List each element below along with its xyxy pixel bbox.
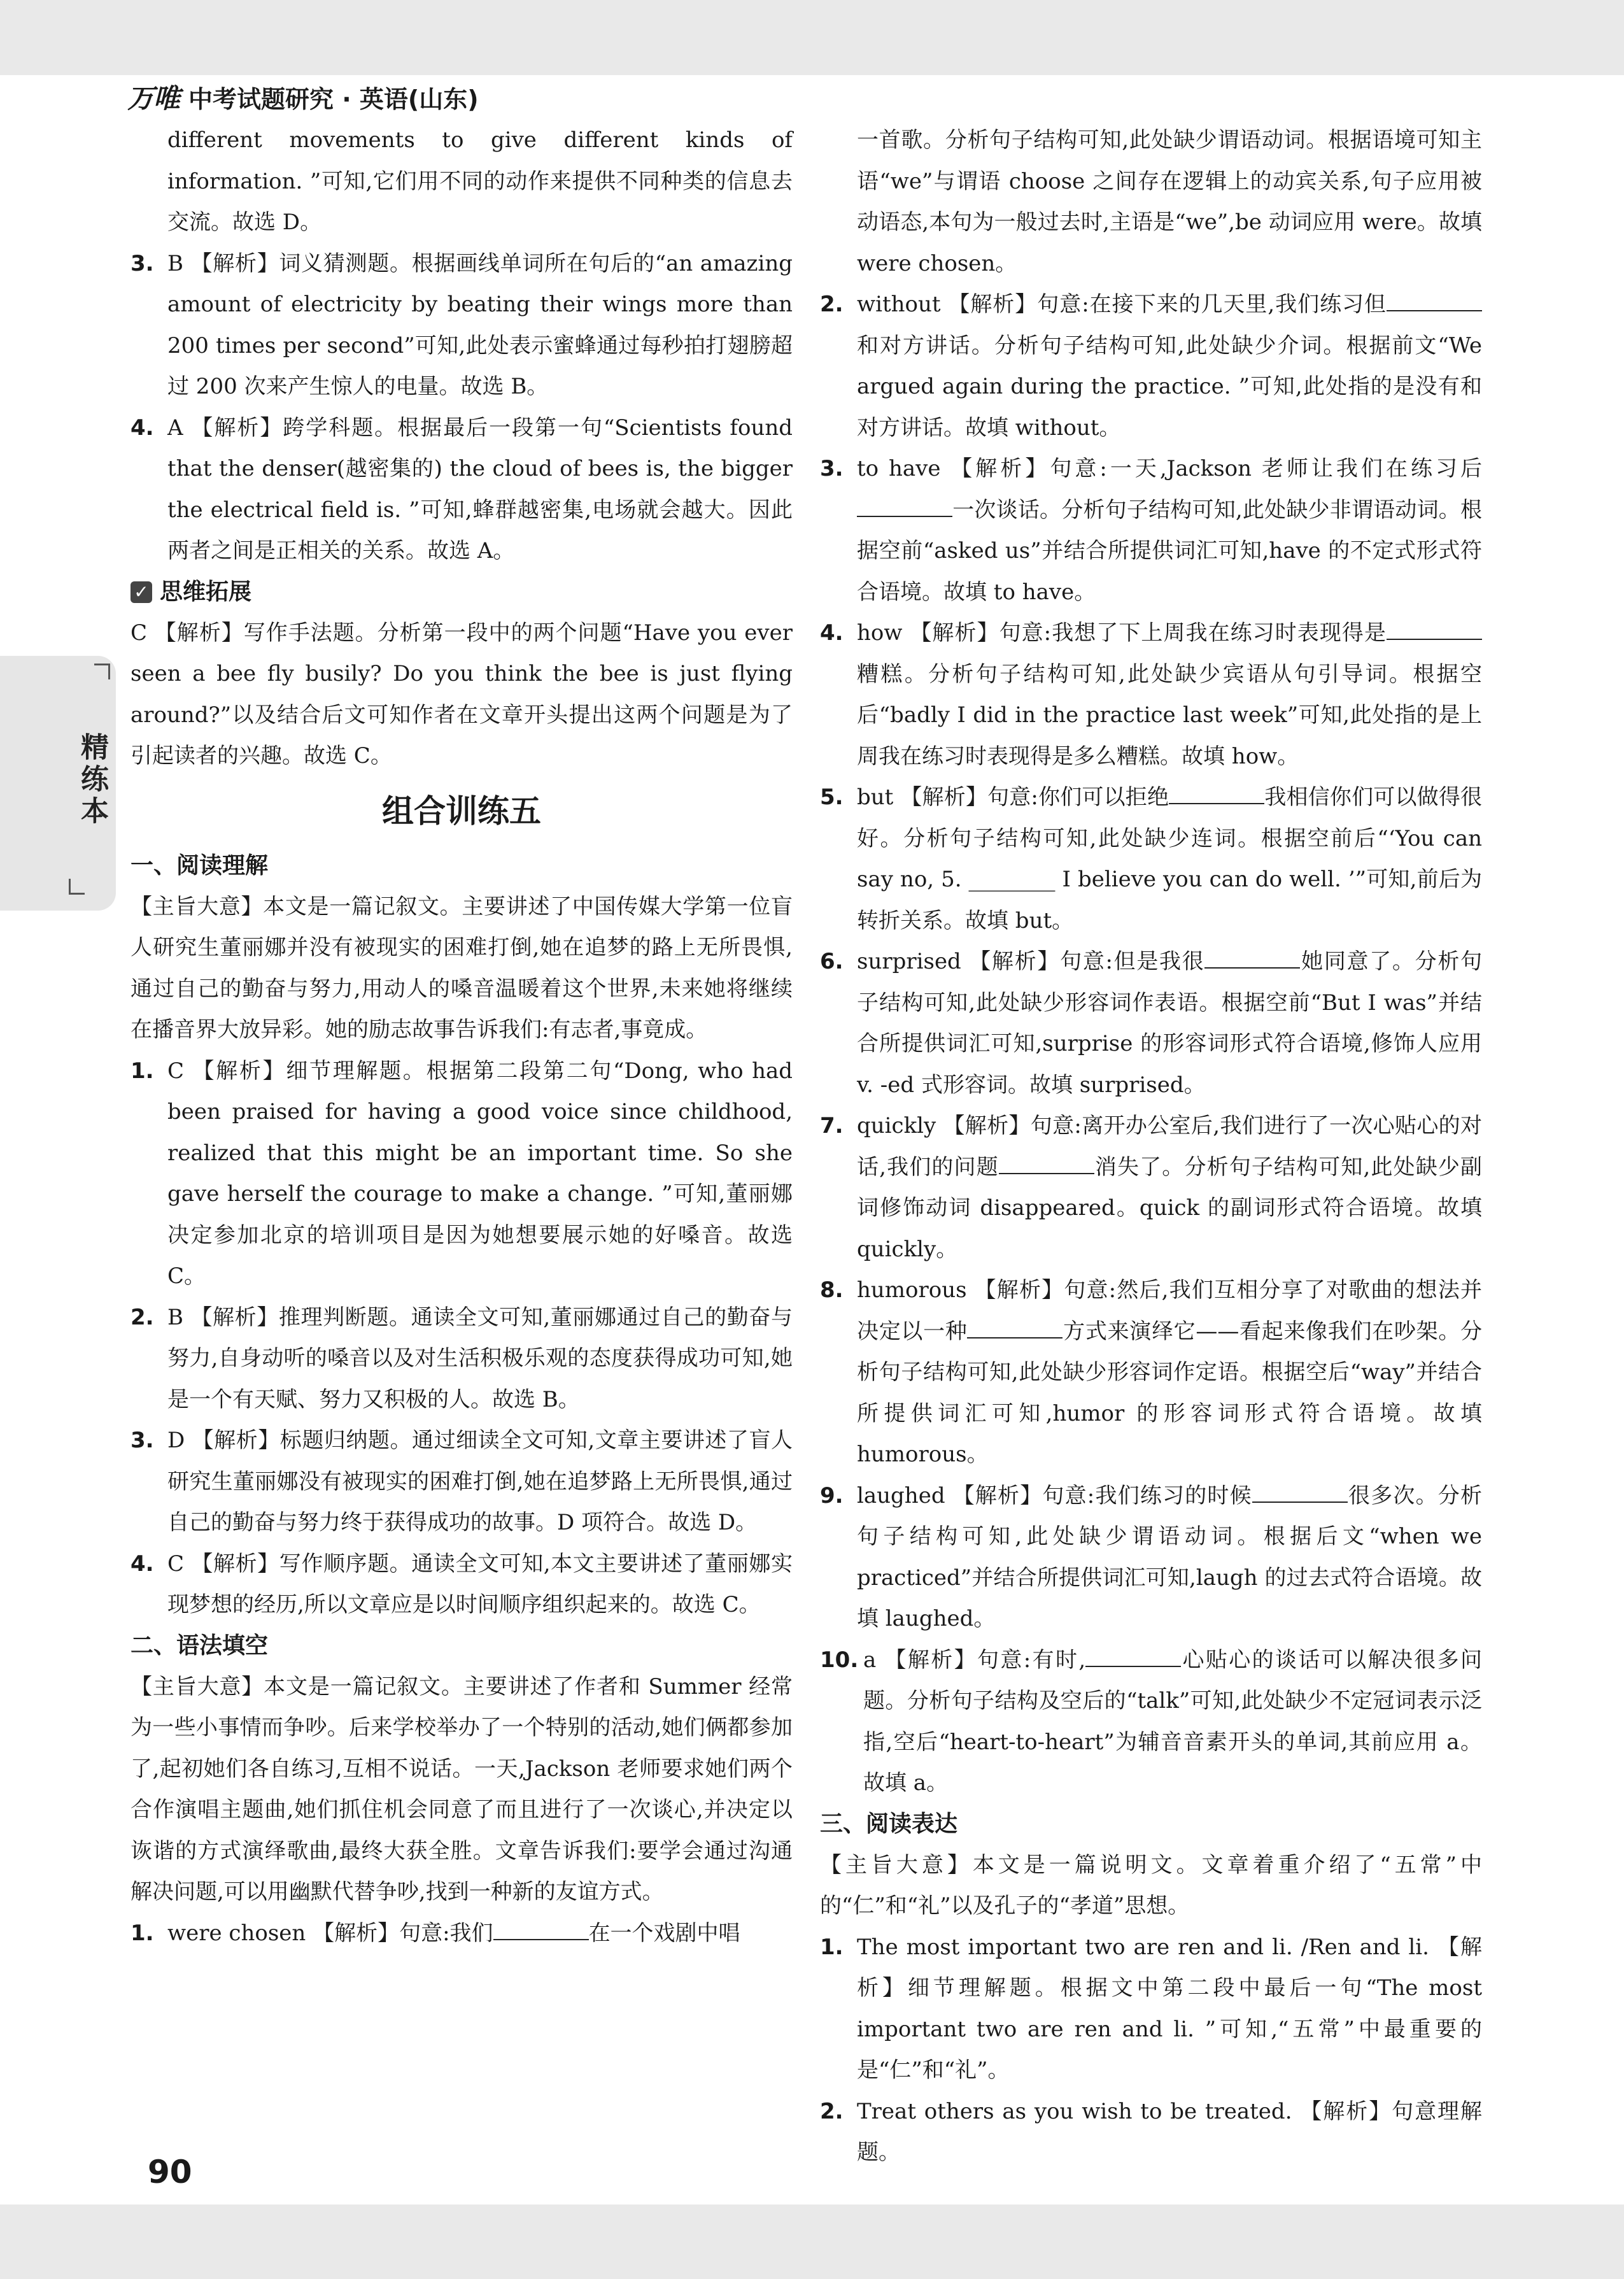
analysis-tag: 【解析】 <box>313 1920 400 1946</box>
analysis-text: 句意:有时, <box>977 1647 1086 1673</box>
analysis-text: 句意:离开办公室后,我们进行了一次心贴心的对话,我们的问题 <box>857 1113 1483 1180</box>
answer: without <box>857 292 941 317</box>
analysis-text: 标题归纳题。通过细读全文可知,文章主要讲述了盲人研究生董丽娜没有被现实的困难打倒,她在追梦路上无所畏惧,通过自己的勤奋与努力终于获得成功的故事。D 项符合。故选 D。 <box>167 1428 793 1535</box>
analysis-text: 句意:你们可以拒绝 <box>987 785 1169 810</box>
answer: a <box>863 1647 877 1673</box>
item-number: 1. <box>820 1934 844 1960</box>
item-number: 3. <box>131 1428 154 1453</box>
answer-blank <box>1204 948 1300 969</box>
analysis-text: 心贴心的谈话可以解决很多问题。分析句子结构及空后的“talk”可知,此处缺少不定冠词表示泛指,空后“heart-to-heart”为辅音音素开头的单词,其前应用 a。故填 a。 <box>863 1647 1483 1796</box>
right-column <box>820 120 1482 2173</box>
list-item <box>131 243 793 408</box>
answer: C <box>167 1058 185 1084</box>
analysis-text: 一次谈话。分析句子结构可知,此处缺少非谓语动词。根据空前“asked us”并结合所提供词汇可知,have 的不定式形式符合语境。故填 to have。 <box>857 497 1482 605</box>
answer-text: 一首歌。分析句子结构可知,此处缺少谓语动词。根据语境可知主语“we”与谓语 choose 之间存在逻辑上的动宾关系,句子应用被动语态,本句为一般过去时,主语是“we”,be 动词应用 were。故填 were chosen。 <box>857 127 1482 276</box>
analysis-text: 句意:我们练习的时候 <box>1042 1482 1252 1509</box>
answer-blank <box>1169 784 1264 804</box>
book-title: 中考试题研究 · 英语(山东) <box>188 85 479 113</box>
item-number: 10. <box>820 1647 859 1673</box>
analysis-text: 跨学科题。根据最后一段第一句“Scientists found that the denser(越密集的) the cloud of bees is, the bigger the electrical field is. ”可知,蜂群越密集,电场就会越大。因此两者之间是正相关的关系。故选 A。 <box>167 415 793 564</box>
list-item <box>131 408 793 572</box>
answer: humorous <box>857 1277 967 1303</box>
analysis-text: 在一个戏剧中唱 <box>588 1920 740 1946</box>
section-title: 三、阅读表达 <box>820 1810 958 1837</box>
analysis-tag: 【解析】 <box>190 1304 279 1330</box>
list-item <box>820 448 1482 613</box>
analysis-text: 糟糕。分析句子结构可知,此处缺少宾语从句引导词。根据空后“badly I did in the practice last week”可知,此处指的是上周我在练习时表现得是多么糟糕。故填 how。 <box>857 661 1482 769</box>
analysis-tag: 【解析】 <box>952 1482 1043 1509</box>
list-item <box>820 120 1482 284</box>
answer-blank <box>857 497 952 517</box>
item-number: 8. <box>820 1277 844 1303</box>
list-item <box>820 284 1482 448</box>
answer-blank <box>1387 620 1482 640</box>
analysis-text: 推理判断题。通读全文可知,董丽娜通过自己的勤奋与努力,自身动听的嗓音以及对生活积极乐观的态度获得成功可知,她是一个有天赋、努力又积极的人。故选 B。 <box>167 1304 793 1412</box>
analysis-text: 词义猜测题。根据画线单词所在句后的“an amazing amount of electricity by beating their wings more than 200 times per second”可知,此处表示蜜蜂通过每秒拍打翅膀超过 200 次来产生惊人的电量。故选 B。 <box>167 250 793 399</box>
item-number: 1. <box>131 1058 154 1084</box>
section-title: 一、阅读理解 <box>131 852 269 879</box>
list-item <box>131 1544 793 1626</box>
list-item <box>820 941 1482 1105</box>
answer-blank <box>1387 291 1482 311</box>
analysis-tag: 【解析】 <box>948 292 1038 317</box>
bottom-margin <box>0 2204 1624 2279</box>
analysis-text: The most important two are ren and li. /Ren and li. 【解析】细节理解题。根据文中第二段中最后一句“The most important two are ren and li. ”可知,“五常”中最重要的是“仁”和“礼”。 <box>857 1934 1482 2083</box>
analysis-text: 我相信你们可以做得很好。分析句子结构可知,此处缺少连词。根据空前后“‘You can say no, 5. ________ I believe you can do well. ’”可知,前后为转折关系。故填 but。 <box>857 785 1483 934</box>
main-idea: 【主旨大意】本文是一篇说明文。文章着重介绍了“五常”中的“仁”和“礼”以及孔子的“孝道”思想。 <box>820 1852 1482 1919</box>
item-number: 1. <box>131 1920 154 1946</box>
analysis-text: 句意:我们 <box>399 1920 493 1946</box>
analysis-tag: 【解析】 <box>950 456 1050 481</box>
analysis-text: 她同意了。分析句子结构可知,此处缺少形容词作表语。根据空前“But I was”并结合所提供词汇可知,surprise 的形容词形式符合语境,修饰人应用 v. -ed 式形容词。故填 surprised。 <box>857 949 1483 1098</box>
answer: A <box>167 415 183 441</box>
item-number: 7. <box>820 1113 844 1139</box>
main-idea: 【主旨大意】本文是一篇记叙文。主要讲述了中国传媒大学第一位盲人研究生董丽娜并没有被现实的困难打倒,她在追梦的路上无所畏惧,通过自己的勤奋与努力,用动人的嗓音温暖着这个世界,未来她将继续在播音界大放异彩。她的励志故事告诉我们:有志者,事竟成。 <box>131 893 793 1042</box>
analysis-tag: 【解析】 <box>190 250 279 276</box>
list-item <box>820 1927 1482 2091</box>
item-number: 4. <box>820 620 844 646</box>
think-section-header <box>131 572 793 613</box>
item-number: 2. <box>820 292 844 317</box>
analysis-text: 细节理解题。根据第二段第二句“Dong, who had been praised for having a good voice since childhood, realized that this might be an important time. So she gave herself the courage to make a change. ”可知,董丽娜决定参加北京的培训项目是因为她想要展示她的好嗓音。故选 C。 <box>167 1058 793 1289</box>
answer: surprised <box>857 949 961 974</box>
analysis-tag: 【解析】 <box>974 1277 1064 1303</box>
analysis-text: 方式来演绎它——看起来像我们在吵架。分析句子结构可知,此处缺少形容词作定语。根据空后“way”并结合所提供词汇可知,humor 的形容词形式符合语境。故填 humorous。 <box>857 1318 1483 1467</box>
list-item <box>820 613 1482 777</box>
side-tab-label: 精练本 <box>76 732 108 828</box>
answer-blank <box>999 1154 1094 1174</box>
analysis-text: 句意:我想了下上周我在练习时表现得是 <box>999 620 1387 646</box>
corner-mark-icon <box>69 879 85 895</box>
corner-mark-icon <box>94 664 110 679</box>
list-item <box>131 1420 793 1544</box>
list-item <box>131 120 793 243</box>
answer: were chosen <box>167 1920 306 1946</box>
item-number: 4. <box>131 415 154 441</box>
list-item <box>131 1913 793 1954</box>
answer-blank <box>1252 1482 1348 1503</box>
list-item <box>820 777 1482 941</box>
analysis-tag: 【解析】 <box>192 1428 280 1453</box>
answer: C <box>167 1551 185 1577</box>
group-title: 组合训练五 <box>382 792 541 830</box>
answer-blank <box>967 1318 1063 1338</box>
left-column <box>131 120 793 1954</box>
item-number: 2. <box>131 1304 154 1330</box>
analysis-tag: 【解析】 <box>191 415 283 441</box>
analysis-text: 句意:一天,Jackson 老师让我们在练习后 <box>1050 456 1482 481</box>
think-text: C 【解析】写作手法题。分析第一段中的两个问题“Have you ever seen a bee fly busily? Do you think the bee is just flying around?”以及结合后文可知作者在文章开头提出这两个问题是为了引起读者的兴趣。故选 C。 <box>131 620 793 769</box>
analysis-text: 和对方讲话。分析句子结构可知,此处缺少介词。根据前文“We argued again during the practice. ”可知,此处指的是没有和对方讲话。故填 without。 <box>857 332 1482 441</box>
list-item <box>820 2091 1482 2173</box>
analysis-text: 很多次。分析句子结构可知,此处缺少谓语动词。根据后文“when we practiced”并结合所提供词汇可知,laugh 的过去式符合语境。故填 laughed。 <box>857 1482 1483 1631</box>
item-number: 3. <box>131 250 154 276</box>
analysis-text: Treat others as you wish to be treated. 【解析】句意理解题。 <box>857 2098 1482 2165</box>
item-number: 4. <box>131 1551 154 1577</box>
answer: but <box>857 785 894 810</box>
analysis-text: 写作顺序题。通读全文可知,本文主要讲述了董丽娜实现梦想的经历,所以文章应是以时间顺序组织起来的。故选 C。 <box>167 1551 793 1617</box>
page-header <box>127 78 479 116</box>
list-item <box>820 1105 1482 1270</box>
analysis-tag: 【解析】 <box>884 1647 977 1673</box>
main-idea: 【主旨大意】本文是一篇记叙文。主要讲述了作者和 Summer 经常为一些小事情而争吵。后来学校举办了一个特别的活动,她们俩都参加了,起初她们各自练习,互相不说话。一天,Jackson 老师要求她们两个合作演唱主题曲,她们抓住机会同意了而且进行了一次谈心,并决定以诙谐的方式演绎歌曲,最终大获全胜。文章告诉我们:要学会通过沟通解决问题,可以用幽默代替争吵,找到一种新的友谊方式。 <box>131 1673 793 1905</box>
analysis-tag: 【解析】 <box>192 1058 286 1084</box>
section-title: 二、语法填空 <box>131 1632 269 1659</box>
answer: to have <box>857 456 941 481</box>
answer-blank <box>493 1920 589 1940</box>
analysis-text: 句意:在接下来的几天里,我们练习但 <box>1037 292 1387 317</box>
analysis-tag: 【解析】 <box>910 620 999 646</box>
list-item <box>820 1640 1482 1804</box>
answer: D <box>167 1428 185 1453</box>
analysis-tag: 【解析】 <box>943 1113 1031 1139</box>
analysis-tag: 【解析】 <box>191 1551 279 1577</box>
page-number: 90 <box>148 2154 192 2190</box>
list-item <box>820 1475 1482 1640</box>
top-margin <box>0 0 1624 75</box>
analysis-text: 消失了。分析句子结构可知,此处缺少副词修饰动词 disappeared。quick 的副词形式符合语境。故填 quickly。 <box>857 1154 1483 1262</box>
item-number: 3. <box>820 456 844 481</box>
item-number: 2. <box>820 2098 844 2124</box>
answer-blank <box>1085 1647 1181 1667</box>
answer: how <box>857 620 903 646</box>
answer-text: different movements to give different kinds of information. ”可知,它们用不同的动作来提供不同种类的信息去交流。故选 D。 <box>167 127 793 235</box>
answer: laughed <box>857 1482 945 1509</box>
answer: B <box>167 1304 183 1330</box>
list-item <box>131 1297 793 1421</box>
item-number: 5. <box>820 785 844 810</box>
analysis-text: 句意:然后,我们互相分享了对歌曲的想法并决定以一种 <box>857 1277 1483 1344</box>
list-item <box>131 1051 793 1297</box>
list-item <box>820 1270 1482 1475</box>
analysis-tag: 【解析】 <box>969 949 1061 974</box>
section-title: 思维拓展 <box>160 578 252 605</box>
analysis-text: 句意:但是我很 <box>1060 949 1205 974</box>
check-icon: ✓ <box>131 581 152 603</box>
item-number: 6. <box>820 949 844 974</box>
answer: B <box>167 250 183 276</box>
analysis-tag: 【解析】 <box>900 785 988 810</box>
brand-logo: 万唯 <box>127 83 180 114</box>
item-number: 9. <box>820 1482 844 1509</box>
answer: quickly <box>857 1113 936 1139</box>
